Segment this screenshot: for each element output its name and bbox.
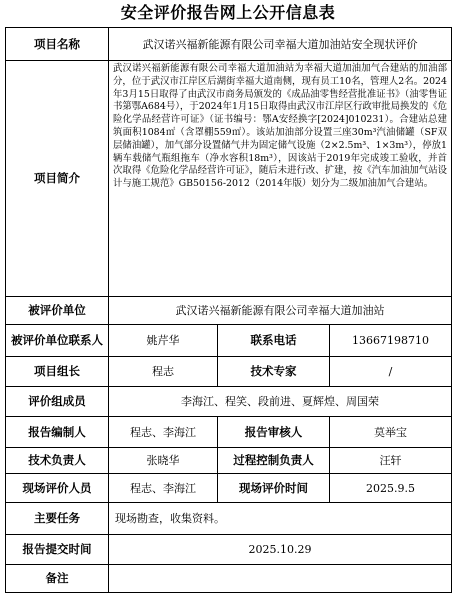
process-control-value: 汪轩 xyxy=(330,448,452,474)
reviewer-label: 报告审核人 xyxy=(218,417,330,448)
row-tech-lead xyxy=(6,448,452,474)
compiler-value: 程志、李海江 xyxy=(109,417,218,448)
leader-label: 项目组长 xyxy=(6,357,109,387)
tasks-label: 主要任务 xyxy=(6,503,109,535)
remarks-value xyxy=(109,565,452,593)
submit-time-label: 报告提交时间 xyxy=(6,535,109,565)
project-name-value: 武汉诺兴福新能源有限公司幸福大道加油站安全现状评价 xyxy=(109,28,452,61)
project-intro-label: 项目简介 xyxy=(6,61,109,297)
evaluated-unit-value: 武汉诺兴福新能源有限公司幸福大道加油站 xyxy=(109,297,452,325)
submit-time-value: 2025.10.29 xyxy=(109,535,452,565)
project-name-label: 项目名称 xyxy=(6,28,109,61)
contact-value: 姚芹华 xyxy=(109,325,218,357)
page-title: 安全评价报告网上公开信息表 xyxy=(120,3,336,22)
row-evaluated-unit xyxy=(6,297,452,325)
expert-value: / xyxy=(330,357,452,387)
site-eval-label: 现场评价人员 xyxy=(6,474,109,503)
tech-lead-value: 张晓华 xyxy=(109,448,218,474)
tech-lead-label: 技术负责人 xyxy=(6,448,109,474)
row-compiler xyxy=(6,417,452,448)
row-contact xyxy=(6,325,452,357)
site-eval-value: 程志、李海江 xyxy=(109,474,218,503)
evaluated-unit-label: 被评价单位 xyxy=(6,297,109,325)
members-label: 评价组成员 xyxy=(6,387,109,417)
project-intro-value: 武汉诺兴福新能源有限公司幸福大道加油站为幸福大道加油加气合建站的加油部分，位于武汉市江岸区后湖街幸福大道南侧，现有员工10名，管理人2名。2024年3月15日取得了由武汉市商务局颁发的《成品油零售经营批准证书》（油零售证书第鄂A684号），于2024年1月15日取得由武汉市江岸区行政审批局换发的《危险化学品经营许可证》（证书编号：鄂A安经换字[2024]010231）。合建站总建筑面积1084㎡（含罩棚559㎡）。该站加油部分设置三座30m³汽油储罐（SF双层储油罐），加气部分设置储气井为固定储气设施（2×2.5m³、1×3m³），停放1辆车载储气瓶组拖车（净水容积18m³），因该站于2019年完成竣工验收，并首次取得《危险化学品经营许可证》，随后未进行改、扩建，按《汽车加油加气站设计与施工规范》GB50156-2012（2014年版）划分为二级加油加气合建站。 xyxy=(109,61,452,297)
remarks-label: 备注 xyxy=(6,565,109,593)
phone-value: 13667198710 xyxy=(330,325,452,357)
site-eval-time-label: 现场评价时间 xyxy=(218,474,330,503)
site-eval-time-value: 2025.9.5 xyxy=(330,474,452,503)
leader-value: 程志 xyxy=(109,357,218,387)
compiler-label: 报告编制人 xyxy=(6,417,109,448)
row-remarks xyxy=(6,565,452,593)
contact-label: 被评价单位联系人 xyxy=(6,325,109,357)
row-tasks xyxy=(6,503,452,535)
reviewer-value: 莫举宝 xyxy=(330,417,452,448)
phone-label: 联系电话 xyxy=(218,325,330,357)
row-project-name xyxy=(6,28,452,61)
row-site-eval xyxy=(6,474,452,503)
row-submit-time xyxy=(6,535,452,565)
row-leader xyxy=(6,357,452,387)
row-members xyxy=(6,387,452,417)
tasks-value: 现场勘查，收集资料。 xyxy=(109,503,452,535)
members-value: 李海江、程笑、段前进、夏辉煌、周国荣 xyxy=(109,387,452,417)
row-project-intro xyxy=(6,61,452,297)
process-control-label: 过程控制负责人 xyxy=(218,448,330,474)
info-table xyxy=(5,27,452,593)
expert-label: 技术专家 xyxy=(218,357,330,387)
